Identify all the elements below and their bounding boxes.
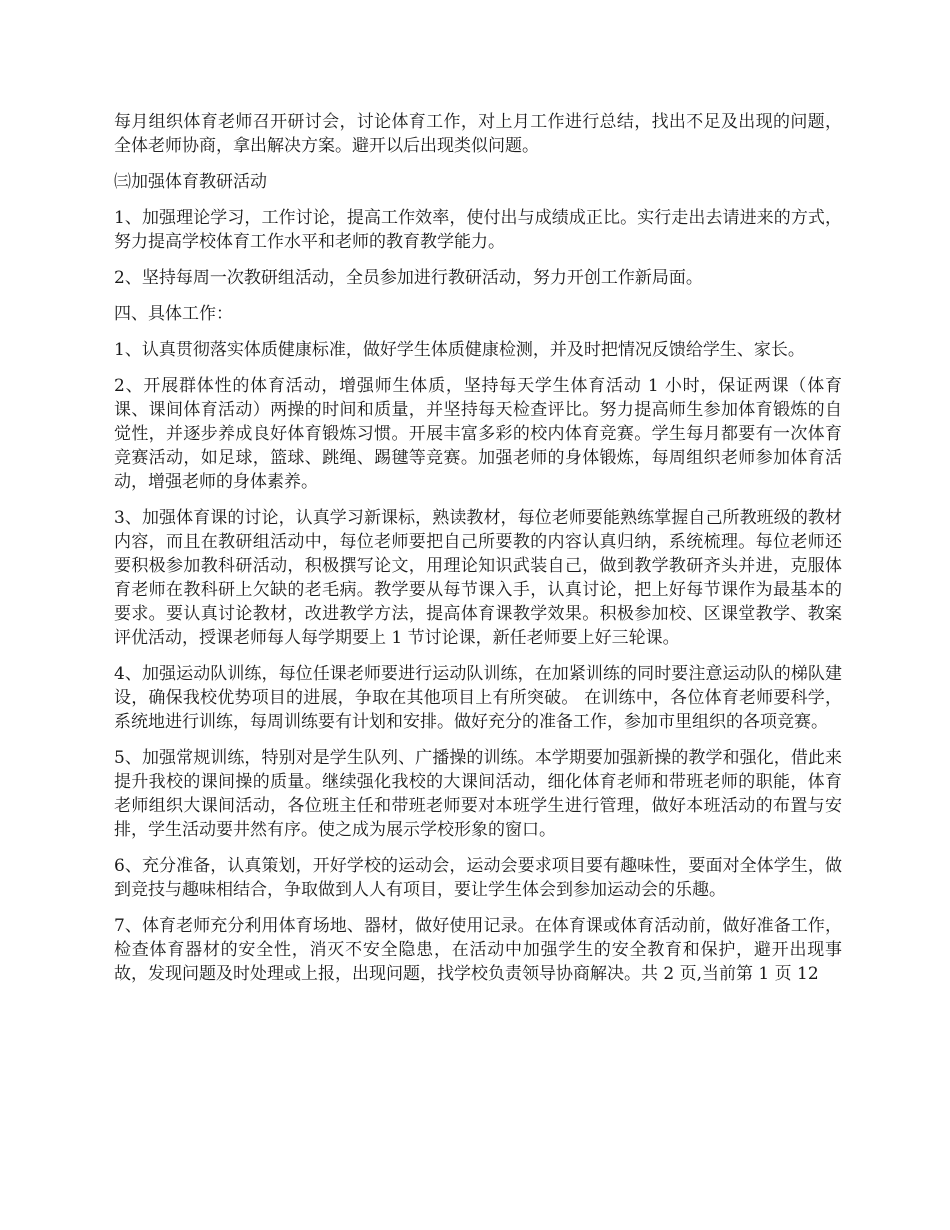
section-heading-specific-work: 四、具体工作： [114, 304, 233, 324]
document-page [114, 110, 842, 998]
paragraph-team-training: 4、加强运动队训练，每位任课老师要进行运动队训练，在加紧训练的同时要注意运动队的梯队建设，确保我校优势项目的进展，争取在其他项目上有所突破。 在训练中，各位体育老师要科学，系统地进行训练，每周训练要有计划和安排。做好充分的准备工作，参加市里组织的各项竞赛。 [114, 664, 842, 732]
paragraph-health-standard: 1、认真贯彻落实体质健康标准，做好学生体质健康检测，并及时把情况反馈给学生、家长。 [114, 340, 805, 360]
paragraph-weekly-research: 2、坚持每周一次教研组活动，全员参加进行教研活动，努力开创工作新局面。 [114, 268, 703, 288]
paragraph-theory-study: 1、加强理论学习，工作讨论，提高工作效率，使付出与成绩成正比。实行走出去请进来的方式，努力提高学校体育工作水平和老师的教育教学能力。 [114, 208, 842, 252]
section-heading-teaching-research: ㈢加强体育教研活动 [114, 172, 267, 192]
paragraph-routine-training: 5、加强常规训练，特别对是学生队列、广播操的训练。本学期要加强新操的教学和强化，借此来提升我校的课间操的质量。继续强化我校的大课间活动，细化体育老师和带班老师的职能，体育老师组织大课间活动，各位班主任和带班老师要对本班学生进行管理，做好本班活动的布置与安排，学生活动要井然有序。使之成为展示学校形象的窗口。 [114, 748, 842, 840]
paragraph-seminar-intro: 每月组织体育老师召开研讨会，讨论体育工作，对上月工作进行总结，找出不足及出现的问题，全体老师协商，拿出解决方案。避开以后出现类似问题。 [114, 112, 842, 156]
paragraph-group-activities: 2、开展群体性的体育活动，增强师生体质，坚持每天学生体育活动 1 小时，保证两课（体育课、课间体育活动）两操的时间和质量，并坚持每天检查评比。努力提高师生参加体育锻炼的自觉性，并逐步养成良好体育锻炼习惯。开展丰富多彩的校内体育竞赛。学生每月都要有一次体育竞赛活动，如足球，篮球、跳绳、踢毽等竞赛。加强老师的身体锻炼，每周组织老师参加体育活动，增强老师的身体素养。 [114, 376, 842, 492]
paragraph-pe-class-study: 3、加强体育课的讨论，认真学习新课标，熟读教材，每位老师要能熟练掌握自己所教班级的教材内容，而且在教研组活动中，每位老师要把自己所要教的内容认真归纳，系统梳理。每位老师还要积极参加教科研活动，积极撰写论文，用理论知识武装自己，做到教学教研齐头并进，克服体育老师在教科研上欠缺的老毛病。教学要从每节课入手，认真讨论，把上好每节课作为最基本的要求。要认真讨论教材，改进教学方法，提高体育课教学效果。积极参加校、区课堂教学、教案评优活动，授课老师每人每学期要上 1 节讨论课，新任老师要上好三轮课。 [114, 508, 842, 648]
paragraph-equipment-safety: 7、体育老师充分利用体育场地、器材，做好使用记录。在体育课或体育活动前，做好准备工作，检查体育器材的安全性，消灭不安全隐患，在活动中加强学生的安全教育和保护，避开出现事故，发现问题及时处理或上报，出现问题，找学校负责领导协商解决。共 2 页,当前第 1 页 12 [114, 916, 842, 984]
paragraph-sports-meet: 6、充分准备，认真策划，开好学校的运动会，运动会要求项目要有趣味性，要面对全体学生，做到竞技与趣味相结合，争取做到人人有项目，要让学生体会到参加运动会的乐趣。 [114, 856, 842, 900]
